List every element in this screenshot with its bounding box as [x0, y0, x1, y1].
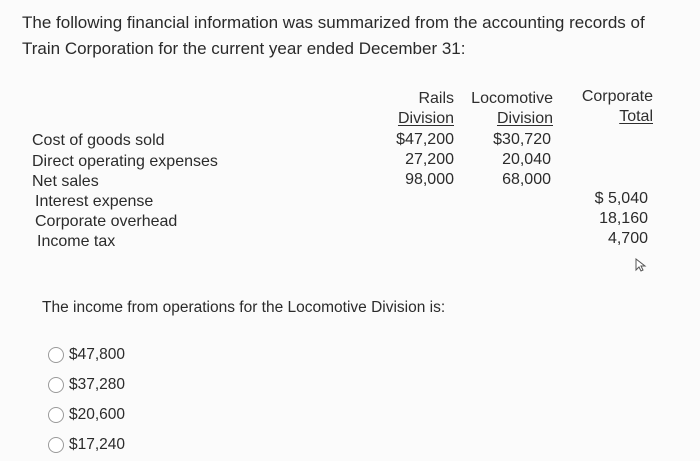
answer-option-label: $37,280: [69, 376, 126, 393]
row-label-overhead: Corporate overhead: [35, 213, 178, 230]
radio-button[interactable]: [48, 347, 64, 363]
header-corp-bottom: Total: [619, 108, 653, 125]
radio-button[interactable]: [48, 407, 64, 423]
row-label-income-tax: Income tax: [37, 233, 116, 250]
loco-direct-operating: 20,040: [502, 151, 551, 168]
row-label-interest: Interest expense: [35, 193, 154, 210]
answer-option-label: $20,600: [69, 406, 126, 423]
problem-intro: [22, 10, 682, 62]
header-rails: [392, 89, 454, 129]
answer-option-label: $17,240: [69, 436, 126, 453]
answer-option-4[interactable]: [48, 434, 125, 456]
header-corp-top: Corporate: [581, 88, 653, 105]
row-label-direct-operating: Direct operating expenses: [32, 153, 218, 170]
header-rails-top: Rails: [418, 90, 454, 107]
answer-option-1[interactable]: [48, 344, 125, 366]
row-label-net-sales: Net sales: [32, 173, 99, 190]
loco-net-sales: 68,000: [502, 171, 551, 188]
rails-net-sales: 98,000: [405, 171, 454, 188]
intro-line-2: Train Corporation for the current year ended December 31:: [22, 39, 466, 58]
answer-option-2[interactable]: [48, 374, 125, 396]
row-label-cost-of-goods: Cost of goods sold: [32, 132, 165, 149]
corporate-income-tax: 4,700: [607, 230, 648, 247]
header-loco-bottom: Division: [496, 110, 553, 127]
mouse-pointer-icon: [634, 258, 648, 272]
intro-line-1: The following financial information was summarized from the accounting records of: [22, 13, 645, 32]
radio-button[interactable]: [48, 377, 64, 393]
answer-option-3[interactable]: [48, 404, 125, 426]
header-locomotive: [466, 89, 553, 129]
rails-cost-of-goods: $47,200: [396, 131, 454, 148]
radio-button[interactable]: [48, 437, 64, 453]
corporate-overhead: 18,160: [599, 210, 648, 227]
corporate-interest: $ 5,040: [594, 190, 648, 207]
answer-option-label: $47,800: [69, 346, 126, 363]
header-corporate: [572, 87, 653, 127]
header-rails-bottom: Division: [397, 110, 454, 127]
loco-cost-of-goods: $30,720: [493, 131, 551, 148]
header-loco-top: Locomotive: [471, 90, 553, 107]
question-text: The income from operations for the Locomotive Division is:: [42, 299, 446, 316]
rails-direct-operating: 27,200: [405, 151, 454, 168]
